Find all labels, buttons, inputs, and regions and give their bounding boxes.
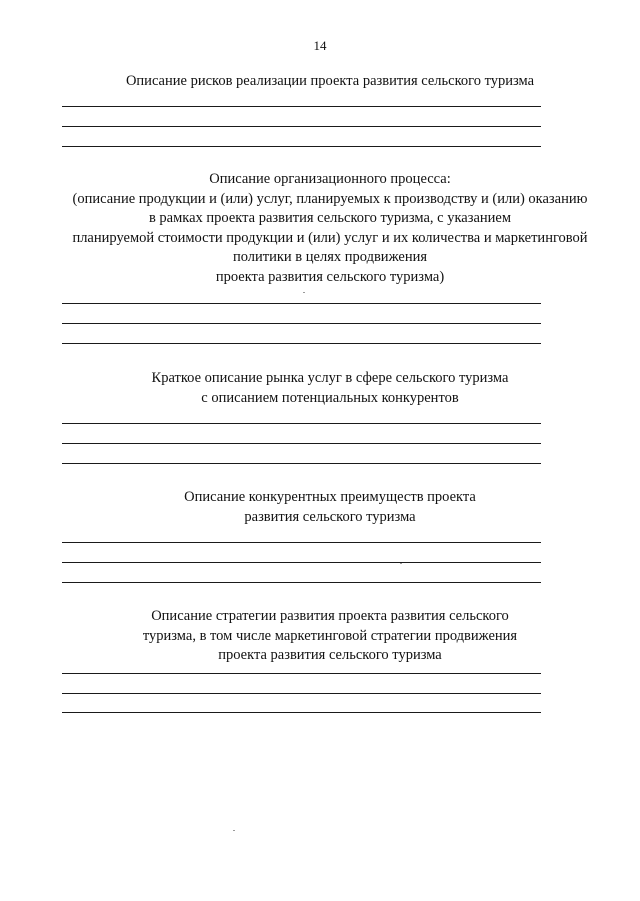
heading-line: проекта развития сельского туризма [218,647,442,663]
fill-in-line [62,693,541,694]
fill-in-line [62,712,541,713]
heading-line: политики в целях продвижения [232,249,428,265]
scan-speck [400,563,402,564]
fill-in-line [62,303,541,304]
section-heading-competitive-advantages [40,488,620,527]
fill-in-line [62,106,541,107]
heading-line: планируемой стоимости продукции и (или) услуг и их количества и маркетинговой [72,229,588,246]
section-heading-organizational-process [40,170,620,287]
fill-in-line [62,443,541,444]
fill-in-line [62,323,541,324]
fill-in-line [62,562,541,563]
heading-line: туризма, в том числе маркетинговой стратегии продвижения [142,627,518,644]
fill-in-line [62,463,541,464]
scan-speck [303,292,305,293]
heading-line: Описание стратегии развития проекта развития сельского [151,608,509,624]
section-heading-strategy [40,607,620,666]
fill-in-line [62,582,541,583]
heading-line: с описанием потенциальных конкурентов [201,389,459,406]
heading-line: проекта развития сельского туризма) [215,268,445,285]
scan-speck [233,830,235,831]
fill-in-line [62,343,541,344]
fill-in-line [62,423,541,424]
fill-in-line [62,126,541,127]
fill-in-line [62,146,541,147]
heading-line: Описание рисков реализации проекта развития сельского туризма [125,73,535,89]
heading-line: (описание продукции и (или) услуг, планируемых к производству и (или) оказанию [72,190,588,207]
page-number: 14 [313,38,327,53]
section-heading-risks [40,72,620,92]
heading-line: в рамках проекта развития сельского туризма, с указанием [148,210,512,226]
section-heading-market [40,369,620,408]
fill-in-line [62,673,541,674]
heading-line: Краткое описание рынка услуг в сфере сельского туризма [151,370,509,386]
heading-line: Описание конкурентных преимуществ проекта [184,489,476,505]
heading-line: Описание организационного процесса: [209,171,451,187]
fill-in-line [62,542,541,543]
heading-line: развития сельского туризма [244,508,416,525]
